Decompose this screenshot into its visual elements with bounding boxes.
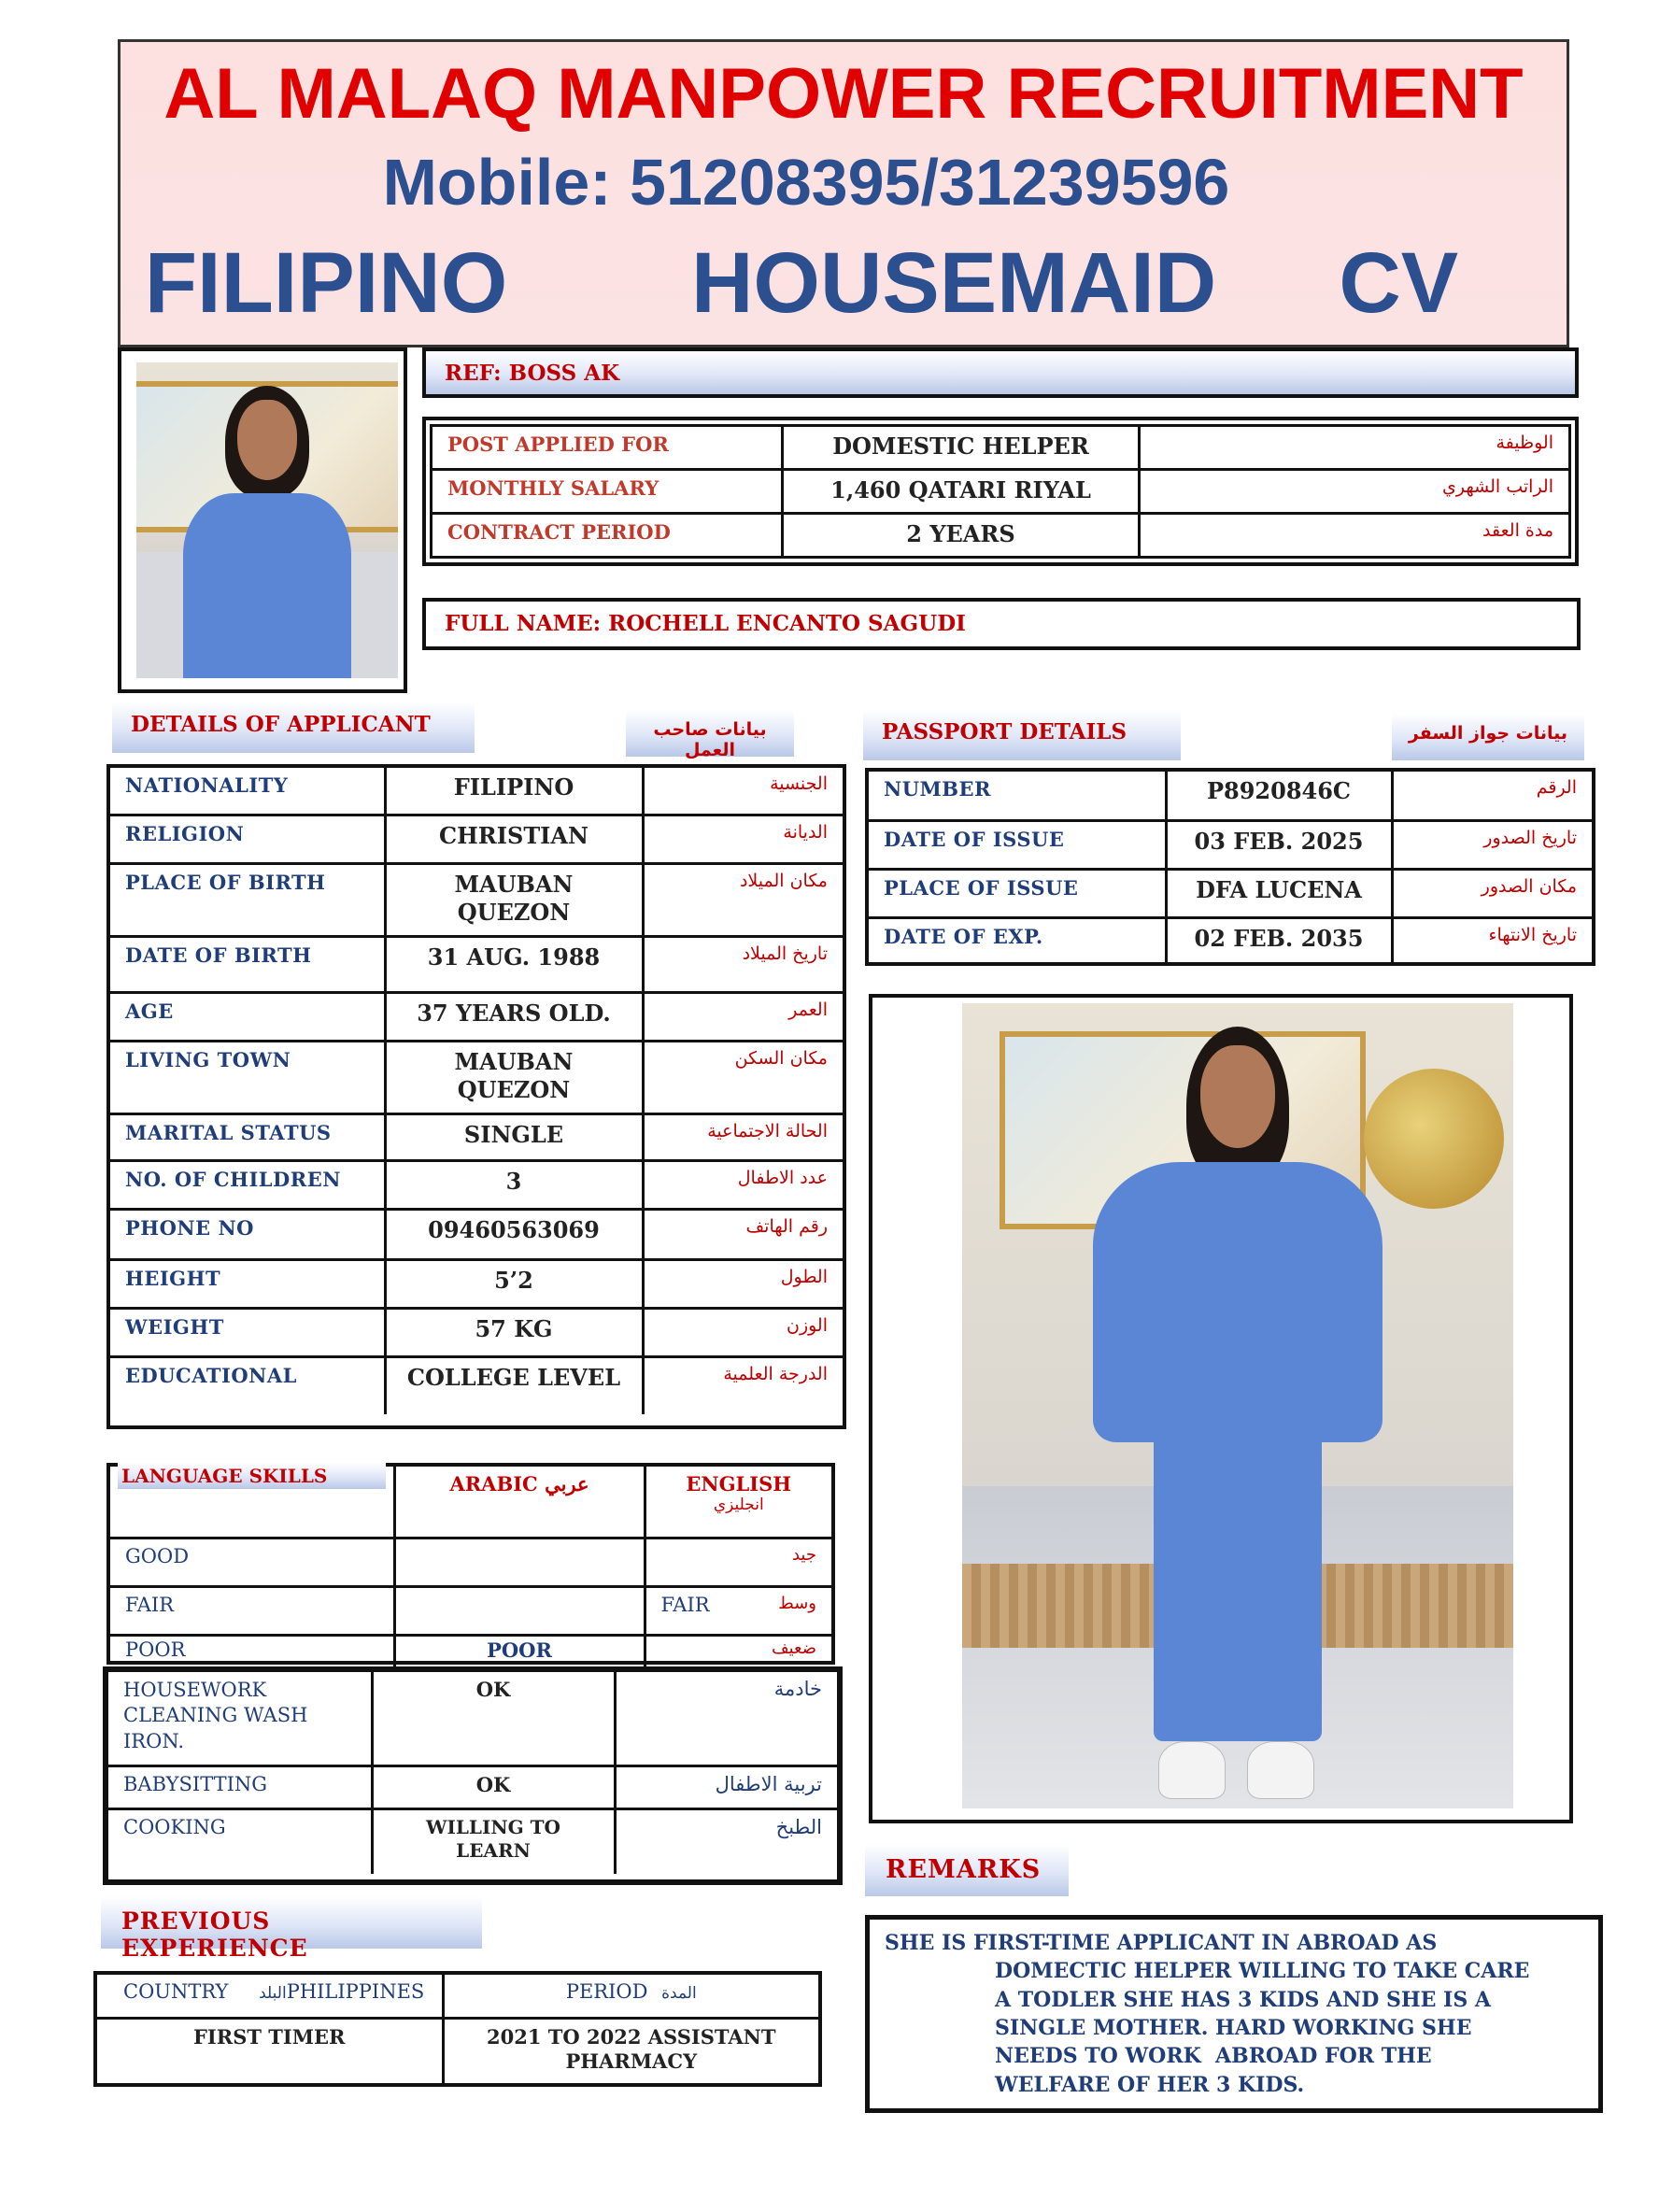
table-row <box>108 1672 837 1765</box>
table-row <box>110 1538 831 1586</box>
passport-label-ar: مكان الصدور <box>1392 869 1592 917</box>
contract-label-ar: مدة العقد <box>1140 514 1570 558</box>
passport-value: P8920846C <box>1166 772 1392 820</box>
passport-heading: PASSPORT DETAILS <box>863 710 1181 760</box>
detail-label: HEIGHT <box>110 1259 385 1308</box>
experience-country-value: PHILIPPINES <box>286 1980 425 2003</box>
table-row <box>869 772 1592 820</box>
detail-label-ar: الدرجة العلمية <box>643 1356 843 1414</box>
salary-value: 1,460 QATARI RIYAL <box>783 470 1140 514</box>
passport-table-box <box>865 768 1595 966</box>
language-col-english-ar: انجليزي <box>713 1496 764 1515</box>
details-table <box>110 768 843 1414</box>
language-col-english <box>645 1467 831 1538</box>
experience-period-label: PERIOD <box>565 1980 648 2003</box>
table-row <box>869 869 1592 917</box>
detail-label-ar: مكان السكن <box>643 1041 843 1113</box>
detail-label-ar: تاريخ الميلاد <box>643 936 843 992</box>
full-name-box <box>422 598 1581 650</box>
skill-label: BABYSITTING <box>108 1765 372 1808</box>
detail-value: FILIPINO <box>385 768 643 815</box>
language-english-cell <box>645 1635 831 1668</box>
details-heading-ar: بيانات صاحب العمل <box>626 710 794 757</box>
table-row <box>110 936 843 992</box>
skill-label-ar: الطبخ <box>615 1808 837 1874</box>
detail-value: MAUBAN QUEZON <box>385 863 643 936</box>
language-arabic-value: POOR <box>394 1635 645 1668</box>
table-row <box>110 1467 831 1538</box>
experience-period-cell: 2021 TO 2022 ASSISTANT PHARMACY <box>443 2018 818 2083</box>
detail-value: SINGLE <box>385 1113 643 1160</box>
language-heading: LANGUAGE SKILLS <box>118 1463 386 1489</box>
table-row <box>869 917 1592 966</box>
skill-label: HOUSEWORK CLEANING WASH IRON. <box>108 1672 372 1765</box>
detail-label-ar: عدد الاطفال <box>643 1160 843 1209</box>
applicant-photo-large <box>962 1003 1513 1808</box>
table-row <box>110 1209 843 1259</box>
language-row-label: GOOD <box>110 1538 394 1586</box>
contract-label: CONTRACT PERIOD <box>432 514 783 558</box>
skill-label-ar: تربية الاطفال <box>615 1765 837 1808</box>
remarks-line: SHE IS FIRST-TIME APPLICANT IN ABROAD AS <box>885 1931 1438 1955</box>
post-table <box>430 424 1571 559</box>
language-table <box>110 1467 831 1668</box>
experience-country-header <box>97 1975 443 2018</box>
experience-table-box <box>93 1971 822 2087</box>
detail-value: 57 KG <box>385 1308 643 1356</box>
detail-label: NATIONALITY <box>110 768 385 815</box>
language-row-ar: ضعيف <box>771 1638 816 1658</box>
experience-table <box>97 1975 818 2083</box>
passport-label: DATE OF EXP. <box>869 917 1166 966</box>
post-value: DOMESTIC HELPER <box>783 426 1140 470</box>
detail-label: LIVING TOWN <box>110 1041 385 1113</box>
detail-label-ar: الطول <box>643 1259 843 1308</box>
experience-country-cell: FIRST TIMER <box>97 2018 443 2083</box>
table-row <box>110 768 843 815</box>
table-row <box>97 2018 818 2083</box>
experience-country-label: COUNTRY <box>123 1980 229 2003</box>
applicant-photo-small <box>136 362 398 678</box>
experience-heading: PREVIOUS EXPERIENCE <box>101 1896 482 1949</box>
skill-value: WILLING TO LEARN <box>372 1808 615 1874</box>
language-english-cell <box>645 1538 831 1586</box>
reference-bar <box>422 347 1579 398</box>
photo-frame-large <box>869 994 1573 1823</box>
language-row-ar: جيد <box>791 1544 816 1565</box>
post-label: POST APPLIED FOR <box>432 426 783 470</box>
salary-label-ar: الراتب الشهري <box>1140 470 1570 514</box>
photo-frame-small <box>118 347 407 693</box>
table-row <box>432 426 1570 470</box>
table-row <box>869 820 1592 869</box>
language-arabic-value <box>394 1538 645 1586</box>
table-row <box>110 1635 831 1668</box>
language-row-label: FAIR <box>110 1586 394 1635</box>
language-table-box <box>106 1463 835 1665</box>
passport-label-ar: الرقم <box>1392 772 1592 820</box>
detail-label-ar: الحالة الاجتماعية <box>643 1113 843 1160</box>
passport-label: NUMBER <box>869 772 1166 820</box>
table-row <box>432 514 1570 558</box>
remarks-box <box>865 1915 1603 2113</box>
experience-period-header <box>443 1975 818 2018</box>
details-heading: DETAILS OF APPLICANT <box>112 702 475 753</box>
details-table-box <box>106 764 846 1429</box>
experience-period-ar: المدة <box>661 1984 697 2003</box>
post-label-ar: الوظيفة <box>1140 426 1570 470</box>
table-row <box>110 1113 843 1160</box>
passport-value: DFA LUCENA <box>1166 869 1392 917</box>
passport-value: 03 FEB. 2025 <box>1166 820 1392 869</box>
remarks-line: SINGLE MOTHER. HARD WORKING SHE <box>995 2016 1472 2041</box>
table-row <box>110 1259 843 1308</box>
detail-label: NO. OF CHILDREN <box>110 1160 385 1209</box>
detail-label-ar: الوزن <box>643 1308 843 1356</box>
table-row <box>108 1765 837 1808</box>
full-name: FULL NAME: ROCHELL ENCANTO SAGUDI <box>445 611 966 636</box>
detail-label-ar: مكان الميلاد <box>643 863 843 936</box>
remarks-line: NEEDS TO WORK ABROAD FOR THE <box>995 2044 1432 2069</box>
language-row-ar: وسط <box>778 1593 816 1613</box>
detail-label: PLACE OF BIRTH <box>110 863 385 936</box>
passport-table <box>869 772 1592 966</box>
detail-label-ar: العمر <box>643 992 843 1041</box>
detail-label-ar: الجنسية <box>643 768 843 815</box>
table-row <box>432 470 1570 514</box>
table-row <box>110 992 843 1041</box>
detail-label: PHONE NO <box>110 1209 385 1259</box>
table-row <box>110 815 843 863</box>
cv-title: FILIPINO HOUSEMAID CV <box>144 235 1459 331</box>
company-name: AL MALAQ MANPOWER RECRUITMENT <box>163 54 1524 134</box>
language-col-english-label: ENGLISH <box>686 1472 792 1496</box>
table-row <box>110 1586 831 1635</box>
detail-label: MARITAL STATUS <box>110 1113 385 1160</box>
detail-value: 5’2 <box>385 1259 643 1308</box>
skill-label: COOKING <box>108 1808 372 1874</box>
cv-header <box>118 39 1569 347</box>
post-table-box <box>422 417 1579 566</box>
remarks-line: WELFARE OF HER 3 KIDS. <box>995 2072 1305 2097</box>
skill-label-ar: خادمة <box>615 1672 837 1765</box>
language-col-arabic: ARABIC عربي <box>394 1467 645 1538</box>
detail-value: MAUBAN QUEZON <box>385 1041 643 1113</box>
detail-label: DATE OF BIRTH <box>110 936 385 992</box>
language-english-cell <box>645 1586 831 1635</box>
detail-label: AGE <box>110 992 385 1041</box>
table-row <box>97 1975 818 2018</box>
skill-value: OK <box>372 1672 615 1765</box>
table-row <box>110 1356 843 1414</box>
language-arabic-value <box>394 1586 645 1635</box>
language-row-label: POOR <box>110 1635 394 1668</box>
table-row <box>110 1160 843 1209</box>
table-row <box>108 1808 837 1874</box>
remarks-text <box>885 1929 1583 2099</box>
detail-label: RELIGION <box>110 815 385 863</box>
contract-value: 2 YEARS <box>783 514 1140 558</box>
skill-value: OK <box>372 1765 615 1808</box>
passport-label: DATE OF ISSUE <box>869 820 1166 869</box>
detail-label: EDUCATIONAL <box>110 1356 385 1414</box>
reference-text: REF: BOSS AK <box>445 361 620 386</box>
detail-label: WEIGHT <box>110 1308 385 1356</box>
language-heading-cell <box>110 1467 394 1538</box>
mobile-number: Mobile: 51208395/31239596 <box>382 146 1230 219</box>
table-row <box>110 1308 843 1356</box>
table-row <box>110 1041 843 1113</box>
detail-label-ar: الديانة <box>643 815 843 863</box>
table-row <box>110 863 843 936</box>
experience-country-ar: البلد <box>259 1984 287 2003</box>
passport-value: 02 FEB. 2035 <box>1166 917 1392 966</box>
remarks-heading: REMARKS <box>865 1844 1069 1896</box>
passport-label-ar: تاريخ الانتهاء <box>1392 917 1592 966</box>
skills-table <box>108 1672 837 1874</box>
passport-label: PLACE OF ISSUE <box>869 869 1166 917</box>
remarks-line: A TODLER SHE HAS 3 KIDS AND SHE IS A <box>995 1987 1491 2012</box>
skills-table-box <box>103 1666 843 1885</box>
language-english-value: FAIR <box>660 1593 710 1616</box>
passport-label-ar: تاريخ الصدور <box>1392 820 1592 869</box>
detail-value: COLLEGE LEVEL <box>385 1356 643 1414</box>
detail-value: 31 AUG. 1988 <box>385 936 643 992</box>
detail-value: 09460563069 <box>385 1209 643 1259</box>
remarks-line: DOMECTIC HELPER WILLING TO TAKE CARE <box>995 1959 1530 1984</box>
detail-label-ar: رقم الهاتف <box>643 1209 843 1259</box>
salary-label: MONTHLY SALARY <box>432 470 783 514</box>
passport-heading-ar: بيانات جواز السفر <box>1392 714 1584 760</box>
detail-value: CHRISTIAN <box>385 815 643 863</box>
detail-value: 3 <box>385 1160 643 1209</box>
detail-value: 37 YEARS OLD. <box>385 992 643 1041</box>
